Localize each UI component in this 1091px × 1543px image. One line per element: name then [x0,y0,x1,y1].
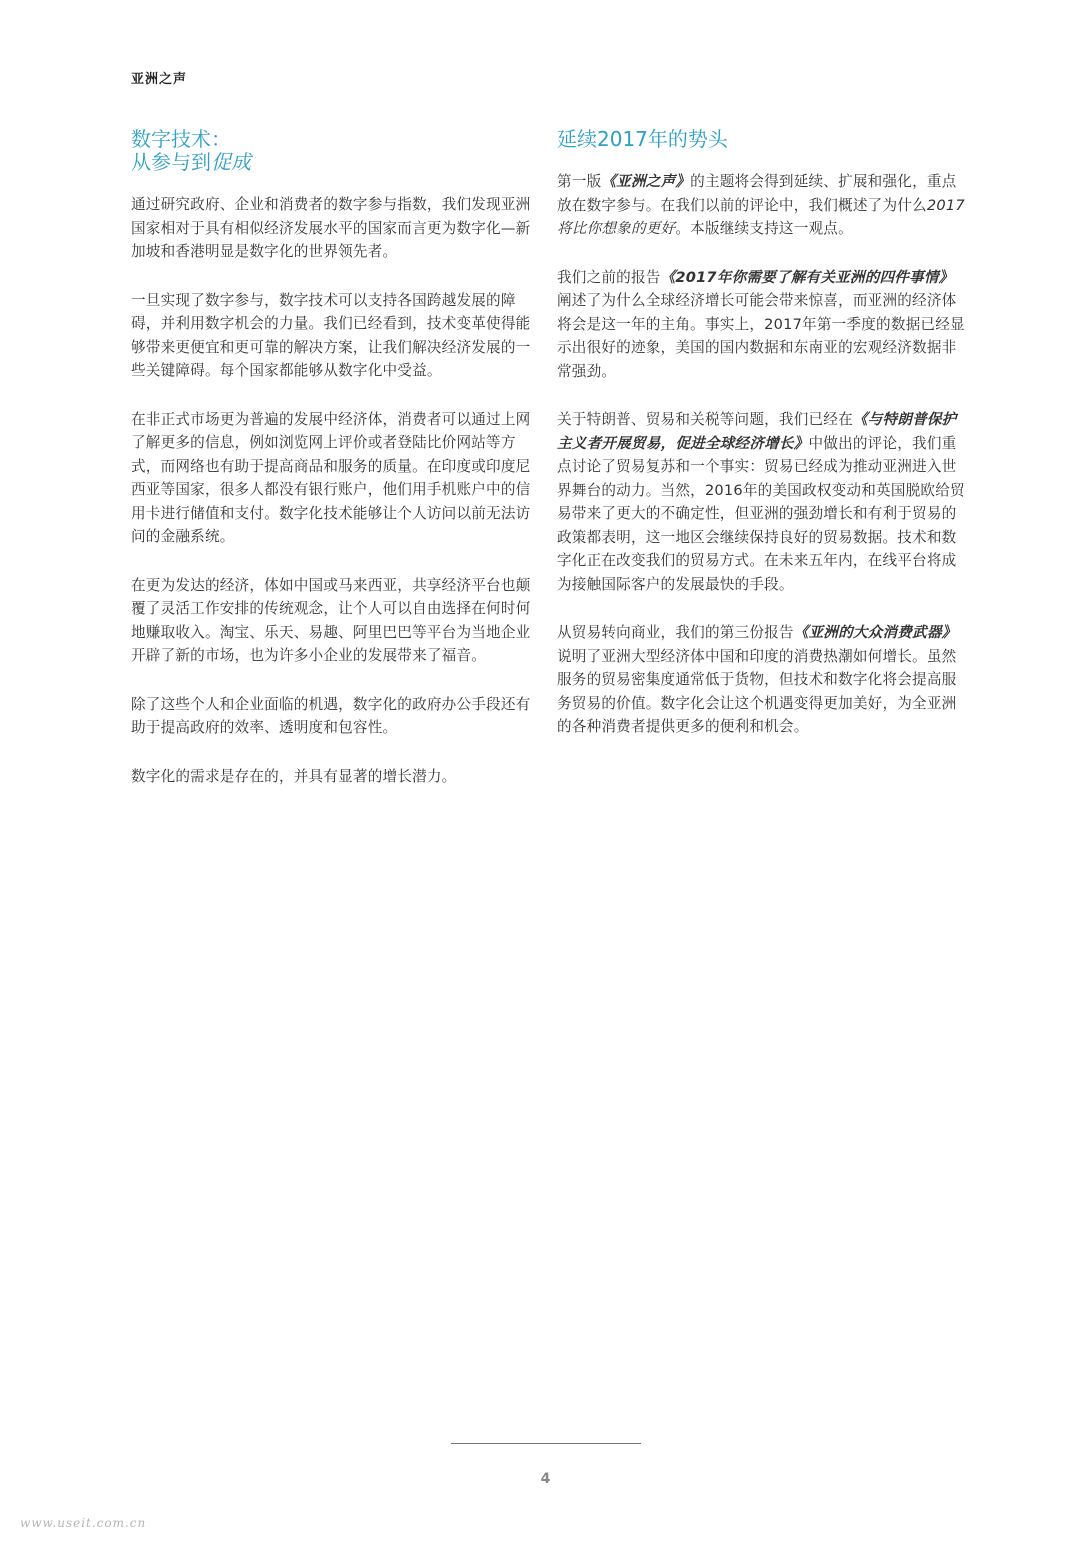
heading-line-1: 数字技术： [131,127,231,151]
heading-emphasis: 促成 [211,150,251,174]
right-column [557,128,967,764]
left-column [131,128,536,813]
report-title: 亚洲之声 [131,72,188,87]
paragraph [557,170,967,241]
text-run: 关于特朗普、贸易和关税等问题，我们已经在 [557,411,853,428]
section-heading-digital-tech [131,128,536,174]
report-reference-italic: 2017将比你想象的更好 [557,196,965,237]
heading-line-2 [131,151,536,174]
page-number: 4 [540,1471,551,1487]
report-reference: 《与特朗普保护主义者开展贸易，促进全球经济增长》 [557,411,957,452]
text-run: 。本版继续支持这一观点。 [675,220,853,237]
heading-line-2-text: 从参与到 [131,150,211,174]
report-reference: 《亚洲之声》 [601,173,691,190]
watermark: www.useit.com.cn [20,1516,147,1530]
text-run: 中做出的评论，我们重点讨论了贸易复苏和一个事实：贸易已经成为推动亚洲进入世界舞台的动力。当然，2016年的美国政权变动和英国脱欧给贸易带来了更大的不确定性，但亚洲的强劲增长和有利于贸易的政策都表明，这一地区会继续保持良好的贸易数据。技术和数字化正在改变我们的贸易方式。在未来五年内，在线平台将成为接触国际客户的发展最快的手段。 [557,434,965,593]
text-run: 从贸易转向商业，我们的第三份报告 [557,624,794,641]
footer-divider [451,1443,641,1444]
report-reference: 《亚洲的大众消费武器》 [793,624,957,641]
text-run: 的主题将会得到延续、扩展和强化，重点放在数字参与。在我们以前的评论中，我们概述了为什么 [557,173,957,214]
report-reference: 《2017年你需要了解有关亚洲的四件事情》 [660,268,954,286]
text-run: 我们之前的报告 [557,268,661,286]
section-heading-momentum: 延续2017年的势头 [557,127,728,151]
paragraph [557,408,967,596]
paragraph: 数字化的需求是存在的，并具有显著的增长潜力。 [131,767,457,785]
paragraph: 通过研究政府、企业和消费者的数字参与指数，我们发现亚洲国家相对于具有相似经济发展水平的国家而言更为数字化—新加坡和香港明显是数字化的世界领先者。 [131,196,531,260]
text-run: 第一版 [557,173,602,190]
paragraph: 一旦实现了数字参与，数字技术可以支持各国跨越发展的障碍，并利用数字机会的力量。我们已经看到，技术变革使得能够带来更便宜和更可靠的解决方案，让我们解决经济发展的一些关键障碍。每个国家都能够从数字化中受益。 [131,291,531,379]
text-run: 说明了亚洲大型经济体中国和印度的消费热潮如何增长。虽然服务的贸易密集度通常低于货物，但技术和数字化将会提高服务贸易的价值。数字化会让这个机遇变得更加美好，为全亚洲的各种消费者提供更多的便利和机会。 [557,647,957,735]
paragraph: 除了这些个人和企业面临的机遇，数字化的政府办公手段还有助于提高政府的效率、透明度和包容性。 [131,695,531,736]
text-run: 阐述了为什么全球经济增长可能会带来惊喜，而亚洲的经济体将会是这一年的主角。事实上，2017年第一季度的数据已经显示出很好的迹象，美国的国内数据和东南亚的宏观经济数据非常强劲。 [557,292,965,380]
paragraph: 在非正式市场更为普遍的发展中经济体，消费者可以通过上网了解更多的信息，例如浏览网上评价或者登陆比价网站等方式，而网络也有助于提高商品和服务的质量。在印度或印度尼西亚等国家，很多人都没有银行账户，他们用手机账户中的信用卡进行储值和支付。数字化技术能够让个人访问以前无法访问的金融系统。 [131,410,531,545]
paragraph: 在更为发达的经济，体如中国或马来西亚，共享经济平台也颠覆了灵活工作安排的传统观念，让个人可以自由选择在何时何地赚取收入。淘宝、乐天、易趣、阿里巴巴等平台为当地企业开辟了新的市场，也为许多小企业的发展带来了福音。 [131,576,531,664]
paragraph [557,621,967,739]
paragraph [557,266,967,384]
